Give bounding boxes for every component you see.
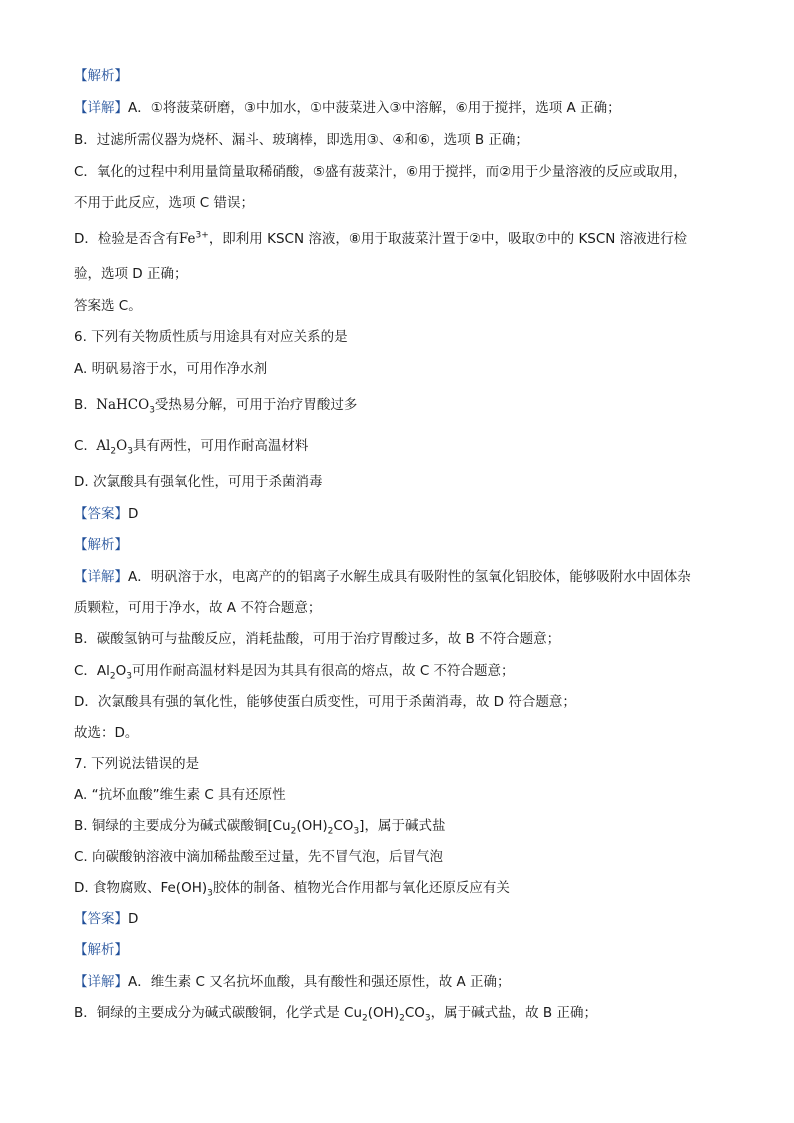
detail-tag: 【详解】 bbox=[74, 100, 128, 116]
chem-ion: Fe bbox=[178, 231, 196, 247]
detail-tag: 【详解】 bbox=[74, 974, 128, 990]
detail-option-b: B．过滤所需仪器为烧杯、漏斗、玻璃棒，即选用③、④和⑥，选项 B 正确； bbox=[74, 132, 529, 148]
option-text: 具有两性，可用作耐高温材料 bbox=[132, 438, 309, 454]
question-7-option-d bbox=[74, 878, 734, 898]
detail-tag: 【详解】 bbox=[74, 569, 128, 585]
detail-d-text: D．检验是否含有 bbox=[74, 231, 179, 247]
option-text: D. 食物腐败、Fe(OH) bbox=[74, 880, 208, 896]
detail-option-c-line1: C．氧化的过程中利用量筒量取稀硝酸，⑤盛有菠菜汁，⑥用于搅拌，而②用于少量溶液的反应或取用， bbox=[74, 164, 687, 180]
question-6-detail-a-line2: 质颗粒，可用于净水，故 A 不符合题意； bbox=[74, 600, 322, 616]
option-label: C. bbox=[74, 438, 88, 454]
question-6-detail-d: D．次氯酸具有强的氧化性，能够使蛋白质变性，可用于杀菌消毒，故 D 符合题意； bbox=[74, 694, 576, 710]
subscript: 3 bbox=[127, 446, 133, 457]
question-6-conclusion: 故选：D。 bbox=[74, 725, 139, 741]
detail-option-d-line2: 验，选项 D 正确； bbox=[74, 266, 188, 282]
option-text: CO bbox=[333, 818, 354, 834]
option-text: 受热易分解，可用于治疗胃酸过多 bbox=[154, 397, 358, 413]
detail-d-text-rest: ，即利用 KSCN 溶液，⑧用于取菠菜汁置于②中，吸取⑦中的 KSCN 溶液进行检 bbox=[208, 231, 688, 247]
answer-tag: 【答案】 bbox=[74, 911, 128, 927]
detail-text: ，属于碱式盐，故 B 正确； bbox=[430, 1005, 597, 1021]
question-7-option-c: C. 向碳酸钠溶液中滴加稀盐酸至过量，先不冒气泡，后冒气泡 bbox=[74, 849, 444, 865]
detail-text: CO bbox=[404, 1005, 425, 1021]
answer-conclusion: 答案选 C。 bbox=[74, 298, 142, 314]
option-text: 胶体的制备、植物光合作用都与氧化还原反应有关 bbox=[212, 880, 510, 896]
subscript: 2 bbox=[362, 1013, 368, 1024]
question-6-option-c bbox=[74, 436, 734, 456]
option-text: ]，属于碱式盐 bbox=[359, 818, 446, 834]
ion-charge: 3+ bbox=[195, 230, 209, 241]
question-6-analysis-heading: 【解析】 bbox=[74, 537, 128, 553]
question-6-answer bbox=[74, 504, 734, 524]
subscript: 2 bbox=[109, 671, 116, 682]
detail-text: (OH) bbox=[367, 1005, 400, 1021]
question-7-detail-a bbox=[74, 972, 734, 992]
detail-text: A．明矾溶于水，电离产的的铝离子水解生成具有吸附性的氢氧化铝胶体，能够吸附水中固体杂 bbox=[128, 569, 691, 585]
question-6-detail-a-line1 bbox=[74, 567, 734, 587]
detail-text: A．维生素 C 又名抗坏血酸，具有酸性和强还原性，故 A 正确； bbox=[128, 974, 511, 990]
question-7-answer bbox=[74, 909, 734, 929]
question-6-option-a: A. 明矾易溶于水，可用作净水剂 bbox=[74, 361, 268, 377]
analysis-heading: 【解析】 bbox=[74, 68, 128, 84]
question-7-option-b bbox=[74, 816, 734, 836]
detail-paragraph bbox=[74, 98, 734, 118]
chem-formula: O bbox=[116, 438, 128, 454]
chem-formula: Al bbox=[96, 438, 111, 454]
question-6-option-d: D. 次氯酸具有强氧化性，可用于杀菌消毒 bbox=[74, 474, 323, 490]
detail-option-c-line2: 不用于此反应，选项 C 错误； bbox=[74, 195, 255, 211]
question-6-option-b bbox=[74, 395, 734, 415]
chem-formula: NaHCO bbox=[96, 397, 150, 413]
subscript: 3 bbox=[207, 888, 213, 899]
question-7-stem: 7. 下列说法错误的是 bbox=[74, 756, 200, 772]
subscript: 2 bbox=[290, 826, 297, 837]
subscript: 2 bbox=[110, 446, 117, 457]
question-7-detail-b bbox=[74, 1003, 734, 1023]
detail-text: C．Al bbox=[74, 663, 110, 679]
subscript: 2 bbox=[399, 1013, 405, 1024]
question-6-detail-b: B．碳酸氢钠可与盐酸反应，消耗盐酸，可用于治疗胃酸过多，故 B 不符合题意； bbox=[74, 631, 561, 647]
question-6-stem: 6. 下列有关物质性质与用途具有对应关系的是 bbox=[74, 329, 348, 345]
subscript: 2 bbox=[327, 826, 334, 837]
detail-option-d-line1 bbox=[74, 229, 734, 249]
detail-text: 可用作耐高温材料是因为其具有很高的熔点，故 C 不符合题意； bbox=[132, 663, 515, 679]
detail-text: O bbox=[115, 663, 127, 679]
detail-text: B．铜绿的主要成分为碱式碳酸铜，化学式是 Cu bbox=[74, 1005, 363, 1021]
subscript: 3 bbox=[126, 671, 133, 682]
subscript: 3 bbox=[353, 826, 360, 837]
option-label: B. bbox=[74, 397, 88, 413]
detail-option-a: A．①将菠菜研磨，③中加水，①中菠菜进入③中溶解，⑥用于搅拌，选项 A 正确； bbox=[128, 100, 621, 116]
answer-tag: 【答案】 bbox=[74, 506, 128, 522]
answer-value: D bbox=[128, 911, 139, 927]
option-text: (OH) bbox=[296, 818, 328, 834]
question-7-option-a: A. “抗坏血酸”维生素 C 具有还原性 bbox=[74, 787, 286, 803]
answer-value: D bbox=[128, 506, 139, 522]
question-7-analysis-heading: 【解析】 bbox=[74, 942, 128, 958]
subscript: 3 bbox=[424, 1013, 431, 1024]
option-text: B. 铜绿的主要成分为碱式碳酸铜[Cu bbox=[74, 818, 291, 834]
question-6-detail-c bbox=[74, 661, 734, 681]
subscript: 3 bbox=[149, 405, 155, 416]
